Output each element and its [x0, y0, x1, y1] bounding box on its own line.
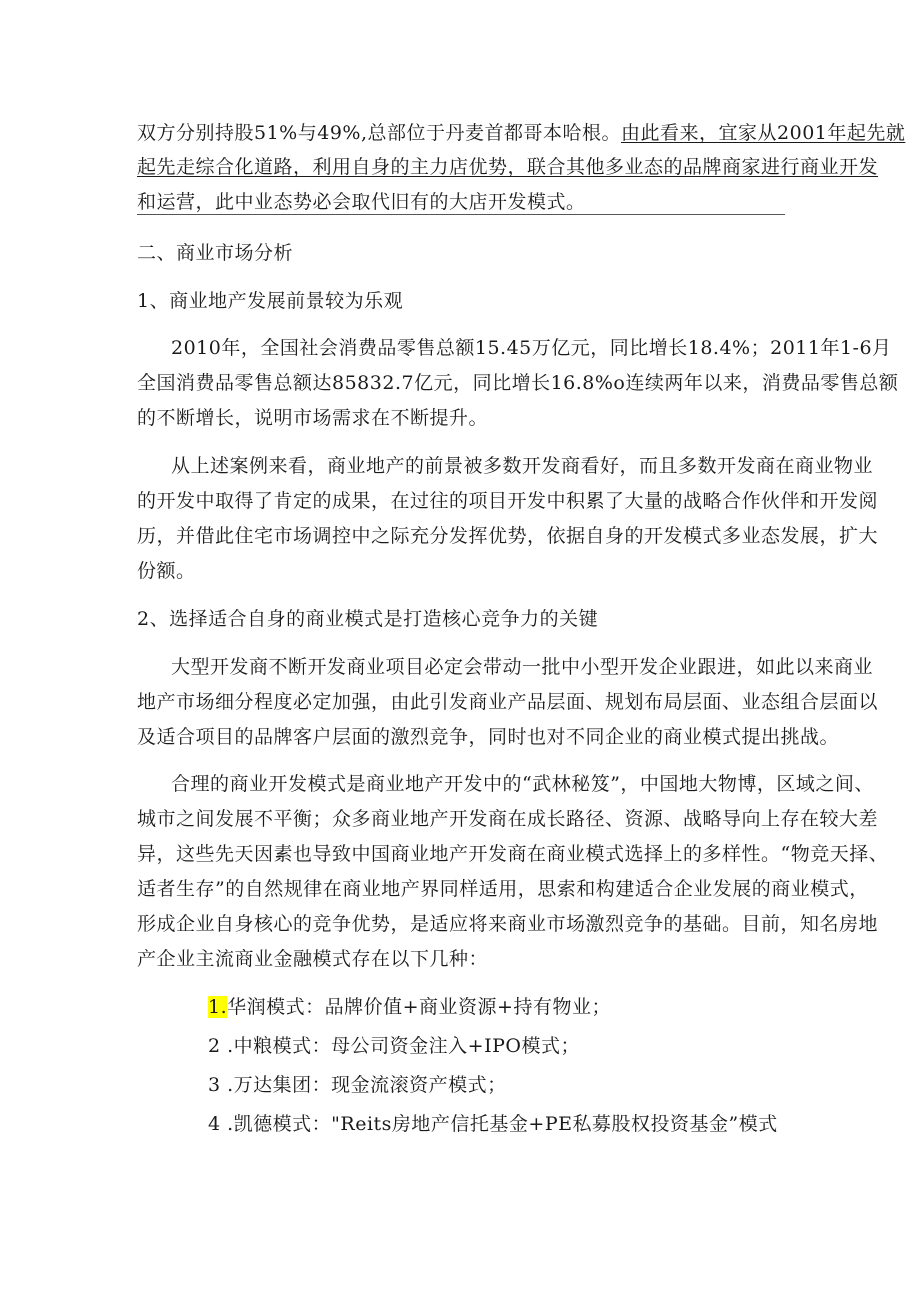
list-item-text: 凯德模式："Reits房地产信托基金+PE私募股权投资基金”模式: [233, 1113, 778, 1135]
list-item-number: 1.: [208, 996, 228, 1018]
list-item-number: 3 .: [208, 1074, 234, 1096]
cases-line-1: 从上述案例来看，商业地产的前景被多数开发商看好，而且多数开发商在商业物业: [171, 455, 874, 477]
section-heading-2: 二、商业市场分析: [137, 242, 294, 264]
models-line-3: 异，这些先天因素也导致中国商业地产开发商在商业模式选择上的多样性。“物竞天择、: [137, 843, 889, 865]
models-line-5: 形成企业自身核心的竞争优势，是适应将来商业市场激烈竞争的基础。目前，知名房地: [137, 913, 879, 935]
stats-line-1: 2010年，全国社会消费品零售总额15.45万亿元，同比增长18.4%；2011年1-6月: [171, 337, 892, 359]
subheading-2-2: 2、选择适合自身的商业模式是打造核心竞争力的关键: [137, 608, 599, 630]
models-line-1: 合理的商业开发模式是商业地产开发中的“武林秘笈”，中国地大物博，区域之间、: [171, 773, 874, 795]
intro-line-1: [137, 121, 905, 145]
list-item-number: 4 .: [208, 1113, 234, 1135]
list-item: [208, 1112, 778, 1136]
list-item: [208, 1034, 580, 1058]
list-item-number: 2 .: [208, 1035, 234, 1057]
models-line-2: 城市之间发展不平衡；众多商业地产开发商在成长路径、资源、战略导向上存在较大差: [137, 808, 879, 830]
list-item-text: 华润模式：品牌价值+商业资源+持有物业；: [227, 996, 611, 1018]
developers-line-3: 及适合项目的品牌客户层面的激烈竞争，同时也对不同企业的商业模式提出挑战。: [137, 726, 840, 748]
list-item-text: 万达集团：现金流滚资产模式；: [233, 1074, 507, 1096]
list-item: [208, 1073, 507, 1097]
stats-line-2: 全国消费品零售总额达85832.7亿元，同比增长16.8%o连续两年以来，消费品零售总额: [137, 372, 899, 394]
cases-line-3: 历，并借此住宅市场调控中之际充分发挥优势，依据自身的开发模式多业态发展，扩大: [137, 525, 879, 547]
horizontal-rule: [137, 214, 785, 215]
developers-line-2: 地产市场细分程度必定加强，由此引发商业产品层面、规划布局层面、业态组合层面以: [137, 691, 879, 713]
intro-line-2: 起先走综合化道路，利用自身的主力店优势，联合其他多业态的品牌商家进行商业开发: [137, 156, 879, 178]
models-line-4: 适者生存”的自然规律在商业地产界同样适用，思索和构建适合企业发展的商业模式，: [137, 878, 869, 900]
cases-line-2: 的开发中取得了肯定的成果，在过往的项目开发中积累了大量的战略合作伙伴和开发阅: [137, 490, 879, 512]
developers-line-1: 大型开发商不断开发商业项目必定会带动一批中小型开发企业跟进，如此以来商业: [171, 656, 874, 678]
models-line-6: 产企业主流商业金融模式存在以下几种：: [137, 948, 489, 970]
intro-line-3: 和运营，此中业态势必会取代旧有的大店开发模式。: [137, 191, 586, 213]
stats-line-3: 的不断增长，说明市场需求在不断提升。: [137, 407, 489, 429]
intro-line-1-underlined: 由此看来，宜家从2001年起先就: [621, 122, 906, 144]
cases-line-4: 份额。: [137, 560, 196, 582]
list-item-text: 中粮模式：母公司资金注入+IPO模式；: [233, 1035, 580, 1057]
subheading-2-1: 1、商业地产发展前景较为乐观: [137, 290, 404, 312]
list-item: [208, 995, 611, 1019]
intro-line-1-plain: 双方分别持股51%与49%,总部位于丹麦首都哥本哈根。: [137, 122, 622, 144]
